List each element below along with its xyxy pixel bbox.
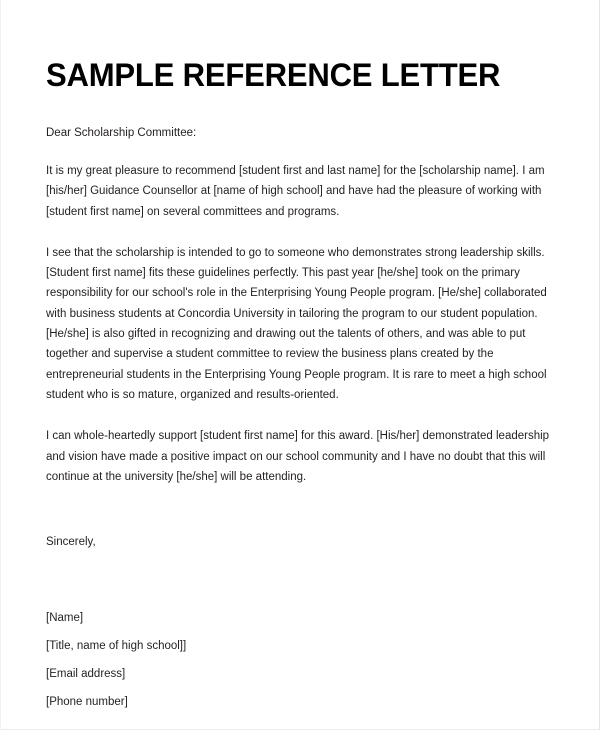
closing-line: Sincerely, [46, 536, 96, 549]
salutation-line: Dear Scholarship Committee: [46, 127, 197, 139]
signature-email: [Email address] [46, 668, 126, 681]
signature-block [46, 550, 558, 710]
signature-title: [Title, name of high school]] [46, 640, 187, 653]
body-paragraph-3: I can whole-heartedly support [student first name] for this award. [His/her] demonstrated leadership and vision have made a positive impact on our school community and I have no doubt that this will continue at the university [he/she] will be attending. [46, 430, 550, 483]
body-paragraph-2: I see that the scholarship is intended to go to someone who demonstrates strong leadership skills. [Student first name] fits these guidelines perfectly. This past year [he/she] took on the primary responsibility for our school's role in the Enterprising Young People program. [He/she] collaborated with business students at Concordia University in tailoring the program to our student population. [He/she] is also gifted in recognizing and drawing out the talents of others, and was able to put together and supervise a student committee to review the business plans created by the entrepreneurial students in the Enterprising Young People program. It is rare to meet a high school student who is so mature, organized and results-oriented. [46, 246, 547, 401]
body-paragraph-1: It is my great pleasure to recommend [student first and last name] for the [scholarship name]. I am [his/her] Guidance Counsellor at [name of high school] and have had the pleasure of working with [student first name] on several committees and programs. [46, 165, 545, 218]
signature-name: [Name] [46, 612, 84, 625]
signature-phone: [Phone number] [46, 696, 128, 709]
document-body [46, 0, 558, 710]
page-title: SAMPLE REFERENCE LETTER [46, 57, 501, 93]
